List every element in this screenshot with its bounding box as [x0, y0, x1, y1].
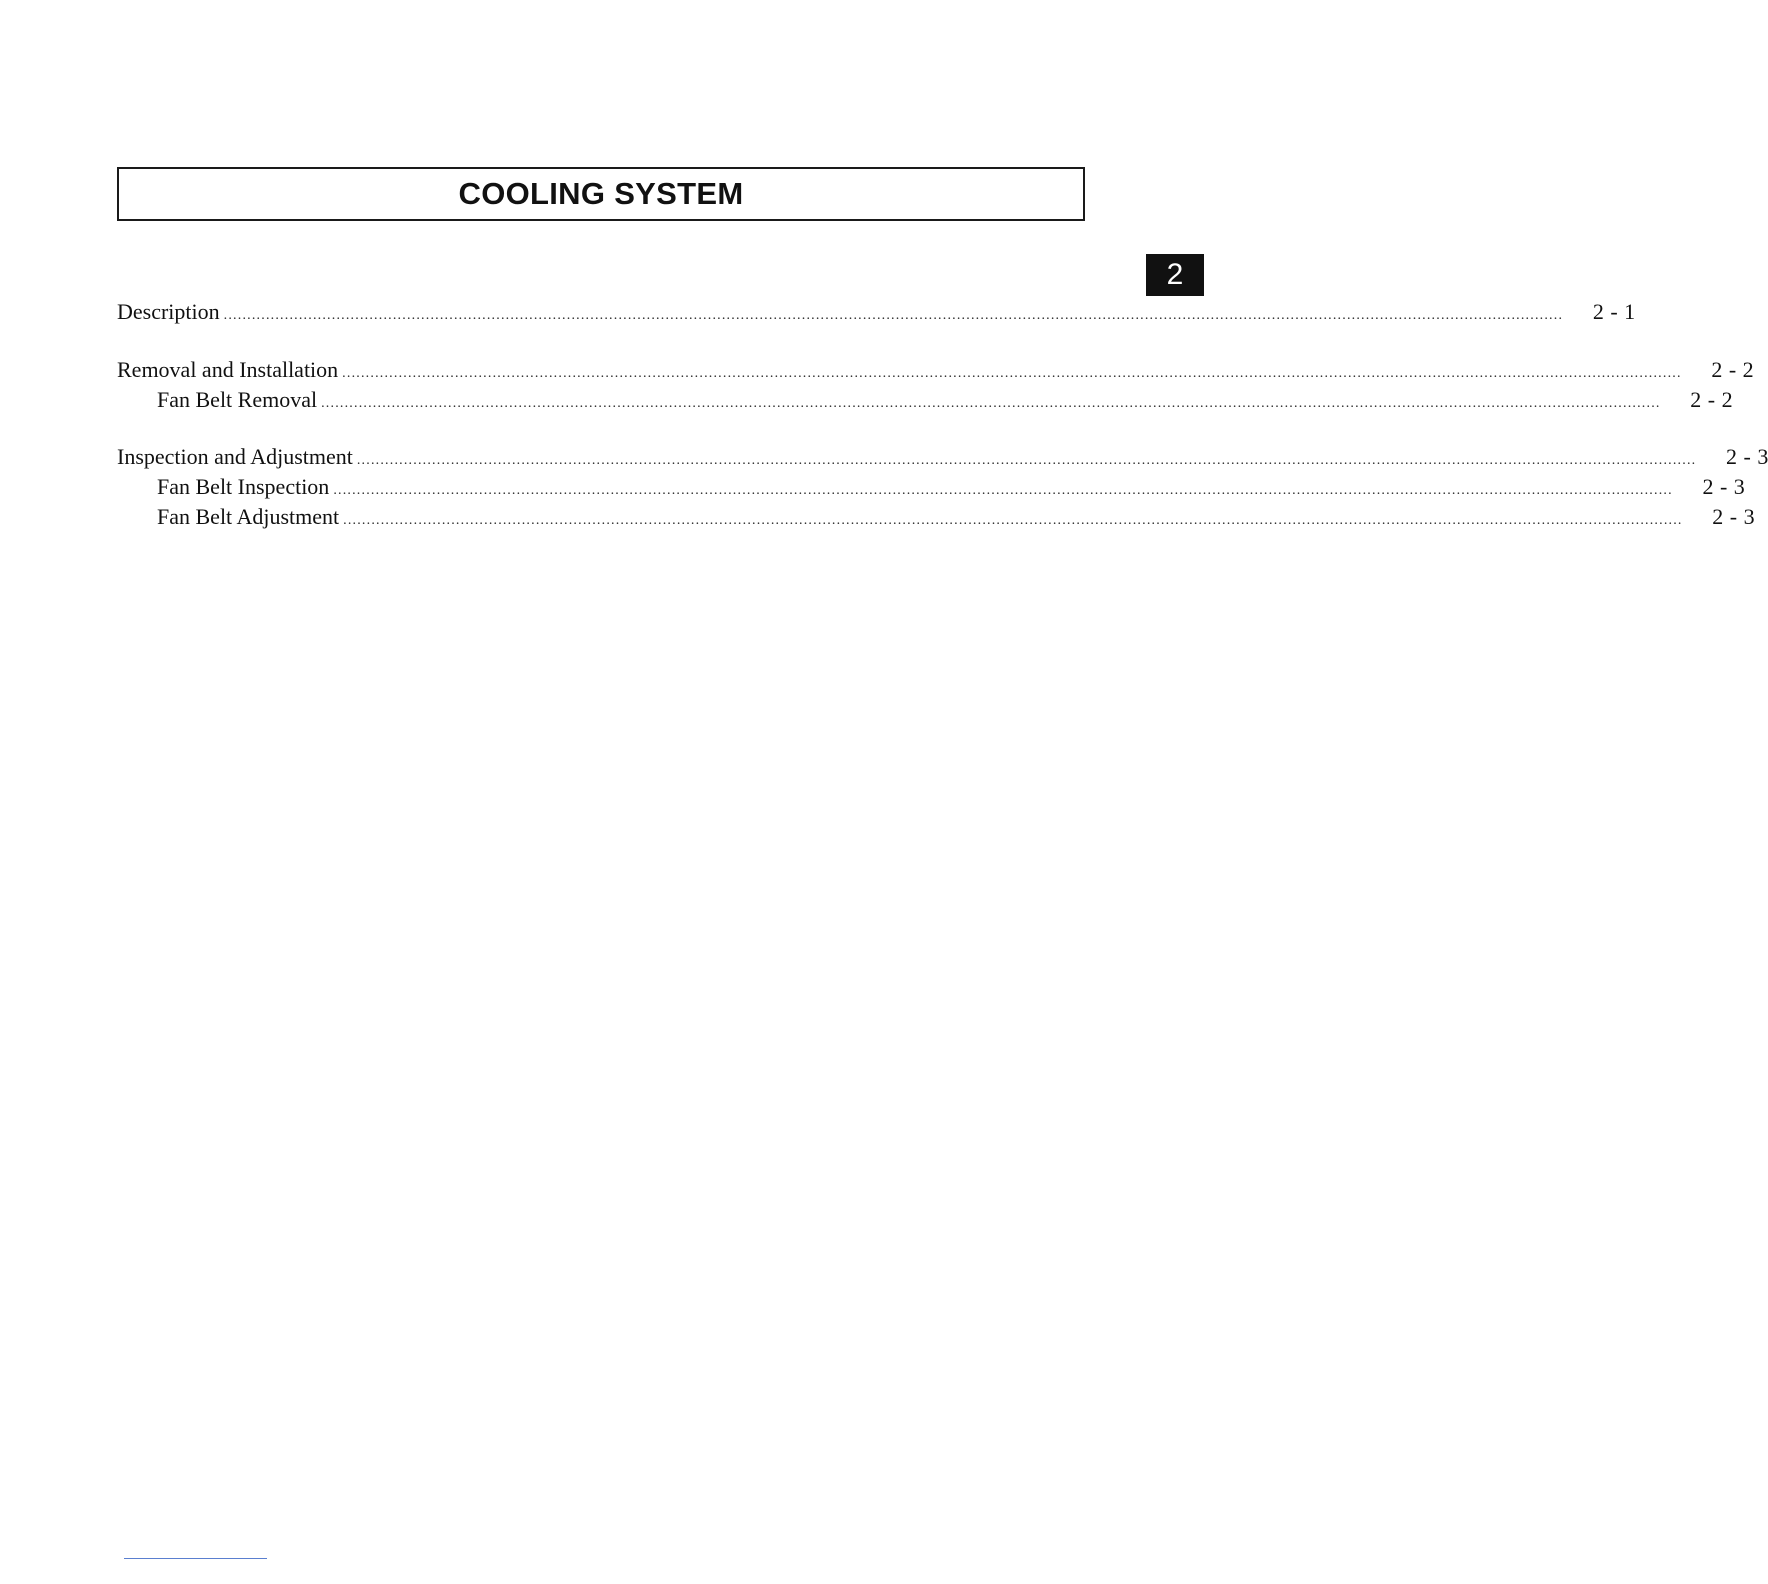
toc-entry-label: Fan Belt Inspection	[157, 474, 330, 499]
toc-entry-label: Description	[117, 299, 220, 324]
toc-dot-leader: .............................................................................................................................................................................................................................................................................................	[333, 483, 1673, 498]
footer-rule	[124, 1558, 267, 1559]
toc-dot-leader: .............................................................................................................................................................................................................................................................................................	[356, 453, 1697, 468]
toc-page-number: 2 - 3	[1726, 444, 1768, 469]
toc-page-number: 2 - 2	[1690, 387, 1733, 412]
toc-entry-fan-belt-removal[interactable]	[157, 385, 1733, 415]
toc-dot-leader: .............................................................................................................................................................................................................................................................................................	[342, 366, 1682, 381]
page-title: COOLING SYSTEM	[458, 176, 744, 211]
toc-dot-leader: .............................................................................................................................................................................................................................................................................................	[321, 396, 1661, 411]
toc-page-number: 2 - 2	[1711, 357, 1754, 382]
toc-entry-label: Removal and Installation	[117, 357, 339, 382]
chapter-tab: 2	[1146, 254, 1204, 296]
section-title-box	[117, 167, 1085, 221]
toc-page-number: 2 - 3	[1712, 504, 1755, 529]
toc-entry-label: Fan Belt Adjustment	[157, 504, 340, 529]
toc-entry-removal-and-installation[interactable]	[117, 355, 1754, 385]
toc-entry-label: Inspection and Adjustment	[117, 444, 353, 469]
toc-entry-inspection-and-adjustment[interactable]	[117, 442, 1768, 472]
toc-page-number: 2 - 1	[1592, 299, 1636, 324]
toc-entry-label: Fan Belt Removal	[157, 387, 318, 412]
toc-page-number: 2 - 3	[1702, 474, 1745, 499]
toc-entry-description[interactable]	[117, 297, 1636, 327]
toc-dot-leader: .............................................................................................................................................................................................................................................................................................	[223, 308, 1564, 323]
toc-dot-leader: .............................................................................................................................................................................................................................................................................................	[343, 513, 1683, 528]
toc-entry-fan-belt-inspection[interactable]	[157, 472, 1745, 502]
toc-entry-fan-belt-adjustment[interactable]	[157, 502, 1755, 532]
